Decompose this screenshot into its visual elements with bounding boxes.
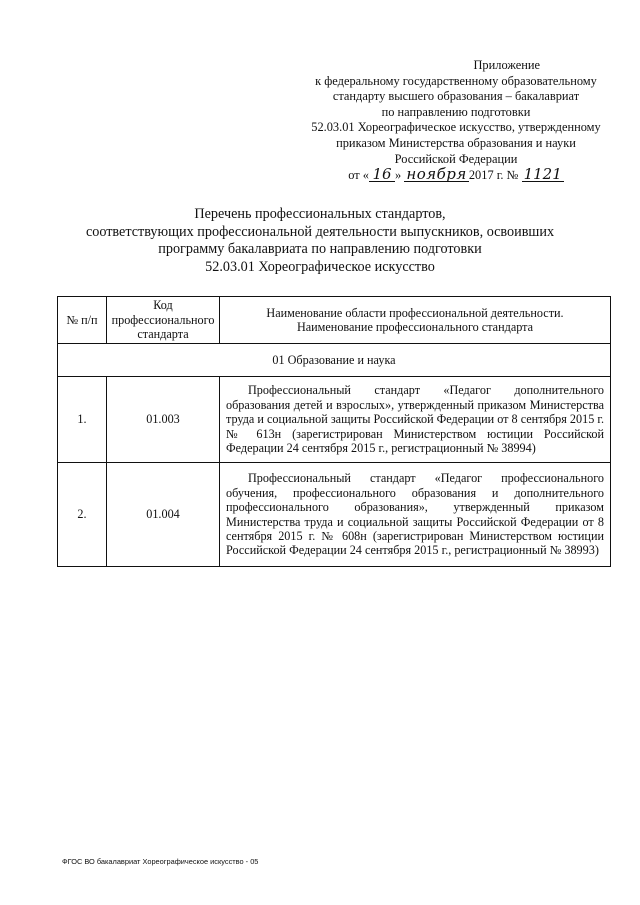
handwritten-order-number: 1121 <box>523 165 562 184</box>
header-num: № п/п <box>58 297 107 344</box>
date-mid: » <box>395 168 402 183</box>
title-line: 52.03.01 Хореографическое искусство <box>205 258 435 275</box>
row-description-text: Профессиональный стандарт «Педагог профессионального обучения, профессионального образования и дополнительного профессионального образования», утвержденный приказом Министерства труда и социальной защиты Российской Федерации от 8 сентября 2015 г. № 608н (зарегистрирован Министерством юстиции Российской Федерации 24 сентября 2015 г., регистрационный № 38993) <box>226 471 604 558</box>
appendix-line: 52.03.01 Хореографическое искусство, утвержденному <box>311 120 601 135</box>
title-line: соответствующих профессиональной деятельности выпускников, освоивших <box>85 223 555 240</box>
appendix-line: к федеральному государственному образовательному <box>315 73 597 88</box>
header-name-line1: Наименование области профессиональной деятельности. <box>266 305 564 320</box>
row-num: 2. <box>58 463 107 567</box>
row-description <box>220 377 611 463</box>
row-code: 01.003 <box>107 377 220 463</box>
appendix-title: Приложение <box>473 58 540 72</box>
date-prefix: от « <box>348 168 369 183</box>
appendix-line: по направлению подготовки <box>381 104 531 119</box>
page-footer: ФГОС ВО бакалавриат Хореографическое искусство - 05 <box>62 857 259 866</box>
title-line: программу бакалавриата по направлению подготовки <box>158 241 482 258</box>
row-description <box>220 463 611 567</box>
order-date-line <box>300 167 612 184</box>
document-title <box>60 206 580 276</box>
row-code: 01.004 <box>107 463 220 567</box>
handwritten-month: ноября <box>406 165 467 184</box>
header-code: Код профессионального стандарта <box>107 297 220 344</box>
table-row <box>58 377 611 463</box>
title-line: Перечень профессиональных стандартов, <box>194 206 446 222</box>
table-header-row <box>58 297 611 344</box>
standards-table <box>57 296 611 567</box>
header-name-line2: Наименование профессионального стандарта <box>296 320 534 334</box>
header-name <box>220 297 611 344</box>
section-row <box>58 344 611 377</box>
row-description-text: Профессиональный стандарт «Педагог дополнительного образования детей и взрослых», утвержденный приказом Министерства труда и социальной защиты Российской Федерации от 8 сентября 2015 г. № 613н (зарегистрирован Министерством юстиции Российской Федерации 24 сентября 2015 г., регистрационный № 38994) <box>226 383 604 456</box>
date-year: 2017 г. № <box>468 168 519 183</box>
appendix-line: Российской Федерации <box>394 151 518 166</box>
handwritten-day: 16 <box>369 167 395 182</box>
row-num: 1. <box>58 377 107 463</box>
appendix-line: приказом Министерства образования и науки <box>336 135 576 150</box>
table-row <box>58 463 611 567</box>
appendix-line: стандарту высшего образования – бакалавриат <box>332 89 580 104</box>
appendix-header <box>300 58 612 184</box>
section-title: 01 Образование и наука <box>58 344 611 377</box>
